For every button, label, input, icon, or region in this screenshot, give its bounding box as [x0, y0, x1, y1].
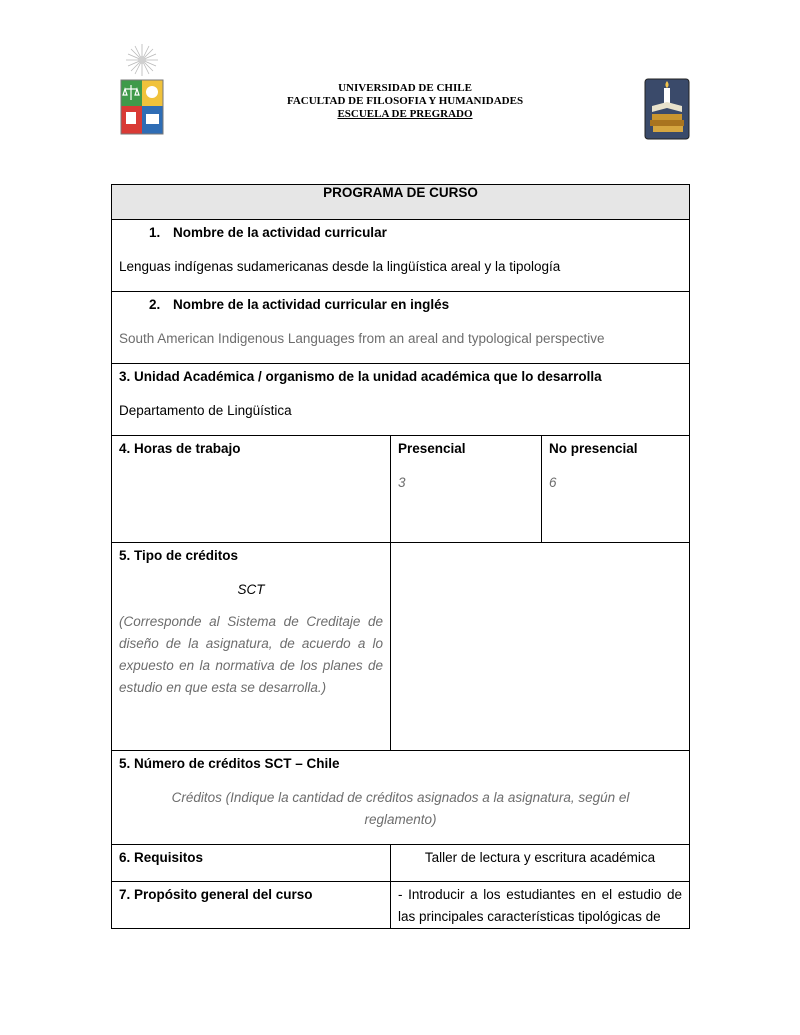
presencial-value: 3: [398, 475, 406, 490]
academic-unit-label: 3. Unidad Académica / organismo de la unidad académica que lo desarrolla: [119, 369, 602, 384]
activity-name-english-label: [119, 296, 682, 314]
activity-name-english-label-text: Nombre de la actividad curricular en inglés: [173, 297, 450, 312]
activity-name-value: Lenguas indígenas sudamericanas desde la lingüística areal y la tipología: [119, 259, 561, 274]
course-purpose-value: - Introducir a los estudiantes en el estudio de las principales características tipológicas de: [398, 887, 683, 924]
credit-type-value: SCT: [237, 582, 265, 597]
work-hours-label: 4. Horas de trabajo: [119, 441, 241, 456]
presencial-cell: [391, 436, 542, 543]
section-activity-name-english: [112, 292, 690, 364]
no-presencial-value: 6: [549, 475, 557, 490]
academic-unit-value: Departamento de Lingüística: [119, 403, 292, 418]
activity-name-label-text: Nombre de la actividad curricular: [173, 225, 387, 240]
credit-type-empty-cell: [391, 543, 690, 751]
table-title: PROGRAMA DE CURSO: [112, 185, 690, 220]
credit-type-label: 5. Tipo de créditos: [119, 548, 239, 563]
credit-type-note: (Corresponde al Sistema de Creditaje de diseño de la asignatura, de acuerdo a lo expuesto en la normativa de los planes de estudio en que esta se desarrolla.): [119, 614, 383, 695]
section-academic-unit: [112, 364, 690, 436]
activity-name-number: 1.: [149, 225, 161, 240]
no-presencial-cell: [542, 436, 690, 543]
faculty-name: FACULTAD DE FILOSOFIA Y HUMANIDADES: [286, 95, 524, 107]
credit-number-note: Créditos (Indique la cantidad de créditos asignados a la asignatura, según el reglamento): [171, 790, 630, 827]
section-requirements: [112, 845, 391, 882]
section-credit-type: [112, 543, 391, 751]
credit-number-label: 5. Número de créditos SCT – Chile: [119, 756, 340, 771]
no-presencial-label: No presencial: [549, 441, 638, 456]
course-purpose-label: 7. Propósito general del curso: [119, 887, 313, 902]
requirements-cell: [391, 845, 690, 882]
section-activity-name: [112, 220, 690, 292]
activity-name-english-number: 2.: [149, 297, 161, 312]
faculty-emblem-icon: [644, 78, 690, 140]
universidad-de-chile-seal-icon: [112, 42, 172, 138]
section-course-purpose: [112, 882, 391, 929]
requirements-value: Taller de lectura y escritura académica: [424, 850, 656, 865]
institution-heading: [200, 82, 610, 121]
activity-name-english-value: South American Indigenous Languages from an areal and typological perspective: [119, 331, 605, 346]
course-purpose-cell: [391, 882, 690, 929]
requirements-label: 6. Requisitos: [119, 850, 204, 865]
section-work-hours: [112, 436, 391, 543]
section-credit-number: [112, 751, 690, 845]
school-name: ESCUELA DE PREGRADO: [337, 108, 473, 120]
course-program-table: [111, 184, 690, 929]
page-header: [0, 0, 800, 180]
university-name: UNIVERSIDAD DE CHILE: [338, 82, 472, 94]
activity-name-label: [119, 224, 682, 242]
presencial-label: Presencial: [398, 441, 466, 456]
